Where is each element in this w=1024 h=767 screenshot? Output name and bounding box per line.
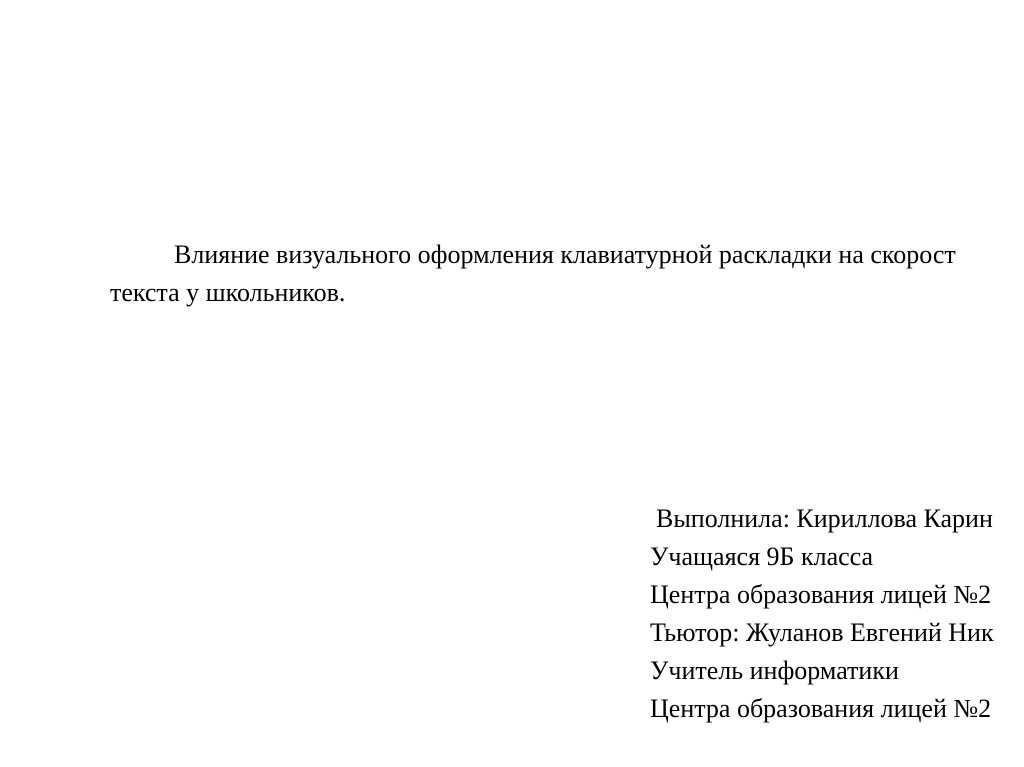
performed-by: Выполнила: Кириллова Карин: [656, 504, 993, 533]
title-line-1: Влияние визуального оформления клавиатурной раскладки на скорост: [174, 240, 956, 269]
title-line-2: текста у школьников.: [110, 278, 346, 307]
author-info: [650, 500, 994, 728]
slide-title: [110, 236, 1024, 312]
school-name-1: Центра образования лицей №2: [650, 580, 992, 609]
tutor-role: Учитель информатики: [650, 656, 899, 685]
school-name-2: Центра образования лицей №2: [650, 694, 992, 723]
student-class: Учащаяся 9Б класса: [650, 542, 874, 571]
tutor-name: Тьютор: Жуланов Евгений Ник: [650, 618, 994, 647]
